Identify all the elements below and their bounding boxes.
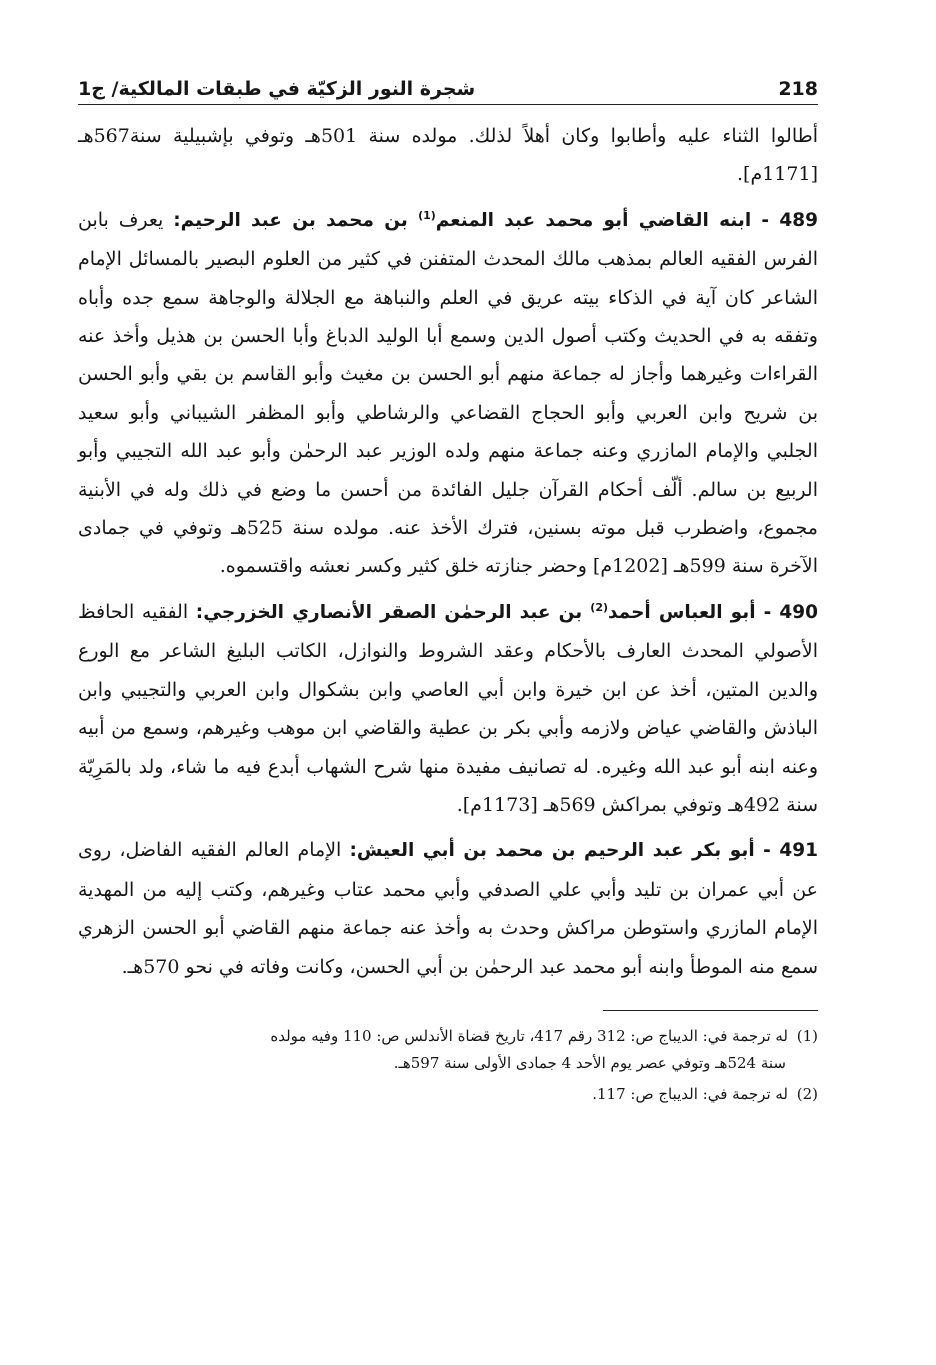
entry-491 <box>78 831 818 986</box>
entry-490 <box>78 593 818 824</box>
entry-body: الإمام العالم الفقيه الفاضل، روى عن أبي عمران بن تليد وأبي علي الصدفي وأبي محمد عتاب وغيرهم، وكتب إليه من المهدية الإمام المازري واستوطن مراكش وحدث به وأخذ عنه جماعة منهم القاضي أبو الحسن الزهري سمع منه الموطأ وابنه أبو محمد عبد الرحمٰن بن أبي الحسن، وكانت وفاته في نحو 570هـ. <box>78 839 818 978</box>
page-content <box>78 58 818 1112</box>
page-header <box>78 58 818 100</box>
entry-body: الفقيه الحافظ الأصولي المحدث العارف بالأحكام وعقد الشروط والنوازل، الكاتب البليغ الشاعر مع الورع والدين المتين، أخذ عن ابن خيرة وابن أبي العاصي وابن بشكوال وابن العربي والتجيبي وابن الباذش والقاضي عياض ولازمه وأبي بكر بن عطية والقاضي ابن موهب وغيرهم، وسمع من أبيه وعنه ابنه أبو عبد الله وغيره. له تصانيف مفيدة منها شرح الشهاب أبدع فيه ما شاء، ولد بالمَرِيّة سنة 492هـ وتوفي بمراكش 569هـ [1173م]. <box>78 600 818 816</box>
footnote-number: (1) <box>796 1026 818 1045</box>
entry-title-text: بن محمد بن عبد الرحيم: <box>173 209 419 231</box>
entry-title <box>349 840 818 861</box>
footnote-divider <box>603 1010 818 1011</box>
entry-title-text: 489 - ابنه القاضي أبو محمد عبد المنعم <box>435 209 819 231</box>
footnote-text: له ترجمة في: الديباج ص: 117. <box>592 1084 788 1103</box>
footnote-number: (2) <box>796 1084 818 1103</box>
running-title: شجرة النور الزكيّة في طبقات المالكية/ ج1 <box>78 78 476 100</box>
intro-paragraph: أطالوا الثناء عليه وأطابوا وكان أهلاً لذلك. مولده سنة 501هـ وتوفي بإشبيلية سنة567هـ [1171م]. <box>78 125 819 186</box>
header-divider <box>78 104 818 105</box>
footnote-2 <box>78 1081 818 1108</box>
entry-body: يعرف بابن الفرس الفقيه العالم بمذهب مالك المحدث المتفنن في كثير من العلوم البصير بالمسائل الإمام الشاعر كان آية في الذكاء بيته عريق في العلم والنباهة مع الجلالة والوجاهة سمع جده وأباه وتفقه به في الحديث وكتب أصول الدين وسمع أبا الوليد الدباغ وأبا الحسن بن هذيل وأخذ عنه القراءات وغيرهما وأجاز له جماعة منهم أبو الحسن بن مغيث وأبو القاسم بن بقي وأبو الحسن بن شريح وابن العربي وأبو الحجاج القضاعي والرشاطي وأبو المظفر الشيباني وأبو سعيد الجلبي والإمام المازري وعنه جماعة منهم ولده الوزير عبد الرحمٰن وأبو عبد الله التجيبي وأبو الربيع بن سالم. ألّف أحكام القرآن جليل الفائدة من أحسن ما وضع في ذلك وله في الأبنية مجموع، واضطرب قبل موته بسنين، فترك الأخذ عنه. مولده سنة 525هـ وتوفي في جمادى الآخرة سنة 599هـ [1202م] وحضر جنازته خلق كثير وكسر نعشه واقتسموه. <box>78 208 818 578</box>
entry-title <box>196 602 818 623</box>
footnote-1 <box>78 1023 818 1077</box>
footnotes <box>78 1023 818 1108</box>
main-text <box>78 117 818 986</box>
footnote-text-continued: سنة 524هـ وتوفي عصر يوم الأحد 4 جمادى الأولى سنة 597هـ. <box>393 1053 786 1072</box>
entry-title-text: 490 - أبو العباس أحمد <box>608 601 818 623</box>
entry-title-text: بن عبد الرحمٰن الصقر الأنصاري الخزرجي: <box>195 601 591 623</box>
footnote-ref: (1) <box>418 208 436 222</box>
entry-title-text: 491 - أبو بكر عبد الرحيم بن محمد بن أبي العيش: <box>349 840 818 862</box>
footnote-ref: (2) <box>590 600 608 614</box>
footnote-text: له ترجمة في: الديباج ص: 312 رقم 417، تاريخ قضاة الأندلس ص: 110 وفيه مولده <box>270 1026 788 1045</box>
entry-489 <box>78 201 818 586</box>
entry-title <box>173 210 818 231</box>
page-number: 218 <box>778 78 818 100</box>
